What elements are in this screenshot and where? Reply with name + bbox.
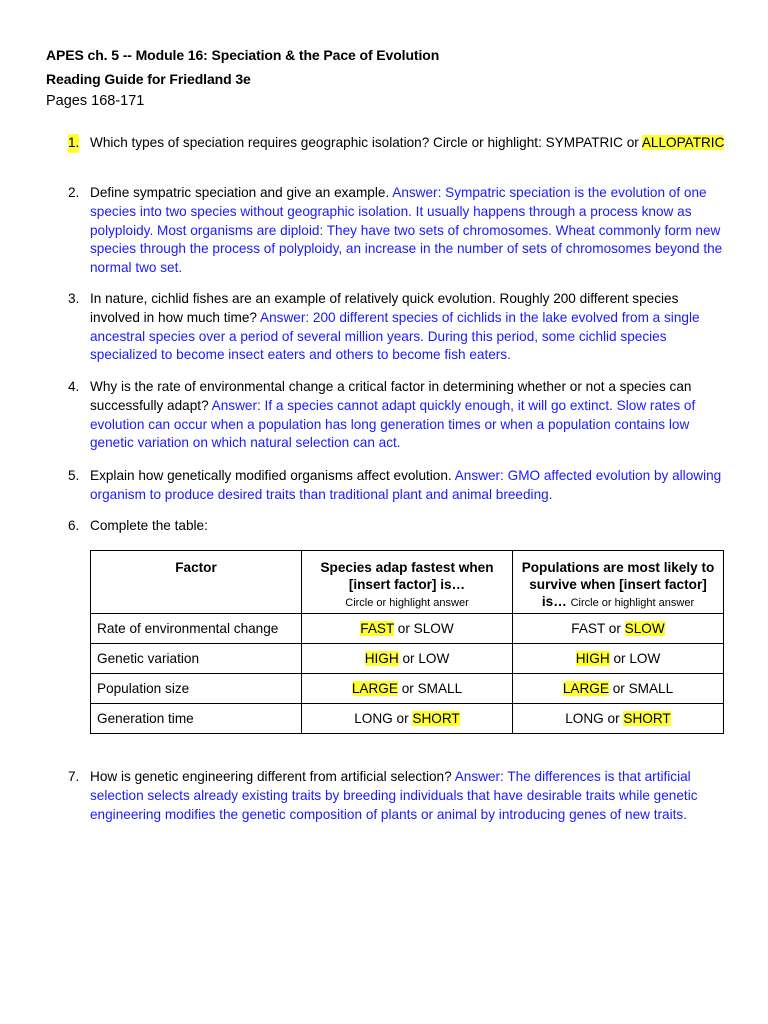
question-number: 2. [68,185,80,200]
column-header-factor: Factor [91,551,302,614]
answer-text: Answer: Sympatric speciation is the evolution of one species into two species without geographic isolation. It usually happens through a process know as polyploidy. Most organisms are diploid: They have two sets of chromosomes. Wheat commonly form new species through the process of polyploidy, an increase in the number of sets of chromosomes beyond the normal two set. [90,185,723,276]
question-text: Which types of speciation requires geographic isolation? Circle or highlight: SYMPATRIC or [90,135,642,150]
answer-text: Answer: GMO affected evolution by allowing organism to produce desired traits than traditional plant and animal breeding. [90,468,722,502]
question-number: 3. [68,291,80,306]
survive-answer-cell[interactable]: HIGH or LOW [513,644,724,674]
survive-answer-cell[interactable]: FAST or SLOW [513,614,724,644]
question-text: Define sympatric speciation and give an example. [90,185,393,200]
question-number: 4. [68,379,80,394]
highlighted-answer: ALLOPATRIC [641,135,725,150]
table-row [91,674,724,704]
adapt-answer-cell[interactable]: LARGE or SMALL [302,674,513,704]
survive-answer-cell[interactable]: LONG or SHORT [513,704,724,734]
question-number: 5. [68,468,80,483]
question-number: 6. [68,518,80,533]
column-header-survive: Populations are most likely to survive when [insert factor] is… Circle or highlight answer [513,551,724,614]
question-text: In nature, cichlid fishes are an example of relatively quick evolution. Roughly 200 different species involved in how much time? [90,291,679,325]
question-number: 7. [68,769,80,784]
factor-cell: Genetic variation [91,644,302,674]
question-text: Complete the table: [90,518,208,533]
table-header-row [91,551,724,614]
answer-text: Answer: 200 different species of cichlids in the lake evolved from a single ancestral species over a period of several million years. During this period, some cichlid species specialized to become insect eaters and others to become fish eaters. [90,309,700,363]
question-text: Why is the rate of environmental change a critical factor in determining whether or not a species can successfully adapt? [90,379,692,413]
page-range: Pages 168-171 [46,93,145,109]
factor-cell: Population size [91,674,302,704]
survive-answer-cell[interactable]: LARGE or SMALL [513,674,724,704]
column-instruction: Circle or highlight answer [345,597,469,609]
answer-text: Answer: The differences is that artificial selection selects already existing traits by breeding individuals that have desirable traits while genetic engineering modifies the genetic composition of plants or animal by introducing genes of new traits. [90,769,698,822]
document-title: APES ch. 5 -- Module 16: Speciation & the Pace of Evolution [46,47,440,63]
adapt-answer-cell[interactable]: FAST or SLOW [302,614,513,644]
column-instruction: Circle or highlight answer [570,597,695,609]
question-text: Explain how genetically modified organisms affect evolution. [90,468,455,483]
table-row [91,644,724,674]
factor-cell: Generation time [91,704,302,734]
factor-cell: Rate of environmental change [91,614,302,644]
column-header-adapt: Species adap fastest when [insert factor] is… Circle or highlight answer [302,551,513,614]
answer-text: Answer: If a species cannot adapt quickly enough, it will go extinct. Slow rates of evolution can occur when a population has long generation times or when a population contains low genetic variation on which natural selection can act. [90,397,696,451]
adapt-answer-cell[interactable]: LONG or SHORT [302,704,513,734]
adapt-answer-cell[interactable]: HIGH or LOW [302,644,513,674]
table-row [91,614,724,644]
table-row [91,704,724,734]
question-number: 1. [68,134,79,153]
factor-table [90,550,724,734]
document-subtitle: Reading Guide for Friedland 3e [46,71,251,87]
question-text: How is genetic engineering different from artificial selection? [90,769,455,784]
